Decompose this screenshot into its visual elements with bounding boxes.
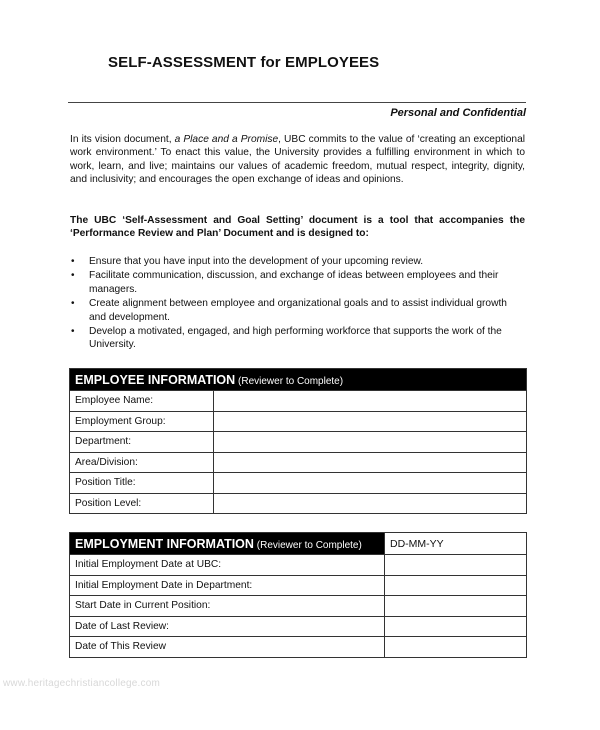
- initial-employment-date-ubc-field[interactable]: [385, 555, 527, 576]
- bullet-item: [70, 269, 525, 296]
- bullet-text: Ensure that you have input into the development of your upcoming review.: [89, 256, 424, 267]
- table-row: [70, 452, 527, 473]
- table-row: [70, 411, 527, 432]
- field-label: Start Date in Current Position:: [70, 596, 385, 617]
- date-last-review-field[interactable]: [385, 616, 527, 637]
- employment-group-field[interactable]: [214, 411, 527, 432]
- intro-text-2: , UBC commits to the value of ‘creating an exceptional work environment.’ To enact this value, the University provides a fulfilling environment in which to work, learn, and live; maintains our values of academic freedom, mutual respect, integrity, dignity, and inclusivity; and encourages the open exchange of ideas and opinions.: [70, 134, 525, 186]
- employee-table-title: EMPLOYEE INFORMATION: [75, 372, 236, 387]
- purpose-paragraph: The UBC ‘Self-Assessment and Goal Setting’ document is a tool that accompanies the ‘Performance Review and Plan’ Document and is designed to:: [70, 215, 525, 240]
- table-row: [70, 555, 527, 576]
- employee-table-header: [70, 369, 527, 391]
- table-row: [70, 432, 527, 453]
- intro-italic: a Place and a Promise: [174, 134, 279, 145]
- bullet-text: Facilitate communication, discussion, and exchange of ideas between employees and their managers.: [89, 270, 499, 295]
- bullet-icon: •: [71, 256, 75, 267]
- field-label: Area/Division:: [70, 452, 214, 473]
- purpose-bullet-list: [70, 255, 525, 353]
- department-field[interactable]: [214, 432, 527, 453]
- field-label: Department:: [70, 432, 214, 453]
- bullet-item: [70, 297, 525, 324]
- position-title-field[interactable]: [214, 473, 527, 494]
- bullet-icon: •: [71, 298, 75, 310]
- employment-table-header: [70, 533, 385, 555]
- bullet-item: [70, 325, 525, 352]
- employee-table-note: (Reviewer to Complete): [238, 375, 344, 387]
- date-format-header: DD-MM-YY: [385, 533, 527, 555]
- field-label: Position Level:: [70, 493, 214, 514]
- field-label: Employee Name:: [70, 391, 214, 412]
- bullet-text: Create alignment between employee and organizational goals and to assist individual growth and development.: [89, 298, 507, 323]
- field-label: Employment Group:: [70, 411, 214, 432]
- field-label: Date of Last Review:: [70, 616, 385, 637]
- table-row: [70, 637, 527, 658]
- date-this-review-field[interactable]: [385, 637, 527, 658]
- start-date-current-position-field[interactable]: [385, 596, 527, 617]
- employment-information-table: [69, 532, 527, 658]
- field-label: Initial Employment Date in Department:: [70, 575, 385, 596]
- document-title: SELF-ASSESSMENT for EMPLOYEES: [108, 54, 380, 71]
- table-row: [70, 616, 527, 637]
- employment-table-note: (Reviewer to Complete): [256, 539, 362, 551]
- bullet-icon: •: [71, 326, 75, 338]
- field-label: Date of This Review: [70, 637, 385, 658]
- header-rule: [68, 102, 526, 103]
- employee-name-field[interactable]: [214, 391, 527, 412]
- field-label: Position Title:: [70, 473, 214, 494]
- field-label: Initial Employment Date at UBC:: [70, 555, 385, 576]
- employee-information-table: [69, 368, 527, 514]
- area-division-field[interactable]: [214, 452, 527, 473]
- intro-paragraph: [70, 133, 525, 187]
- table-row: [70, 493, 527, 514]
- position-level-field[interactable]: [214, 493, 527, 514]
- table-row: [70, 575, 527, 596]
- table-row: [70, 391, 527, 412]
- table-row: [70, 596, 527, 617]
- bullet-text: Develop a motivated, engaged, and high performing workforce that supports the work of the University.: [89, 326, 502, 351]
- bullet-item: [70, 255, 525, 268]
- table-row: [70, 473, 527, 494]
- initial-employment-date-department-field[interactable]: [385, 575, 527, 596]
- employment-table-title: EMPLOYMENT INFORMATION: [75, 536, 254, 551]
- intro-text-1: In its vision document,: [70, 134, 175, 145]
- bullet-icon: •: [71, 270, 75, 282]
- watermark-text: www.heritagechristiancollege.com: [3, 678, 161, 689]
- confidential-label: Personal and Confidential: [390, 107, 526, 119]
